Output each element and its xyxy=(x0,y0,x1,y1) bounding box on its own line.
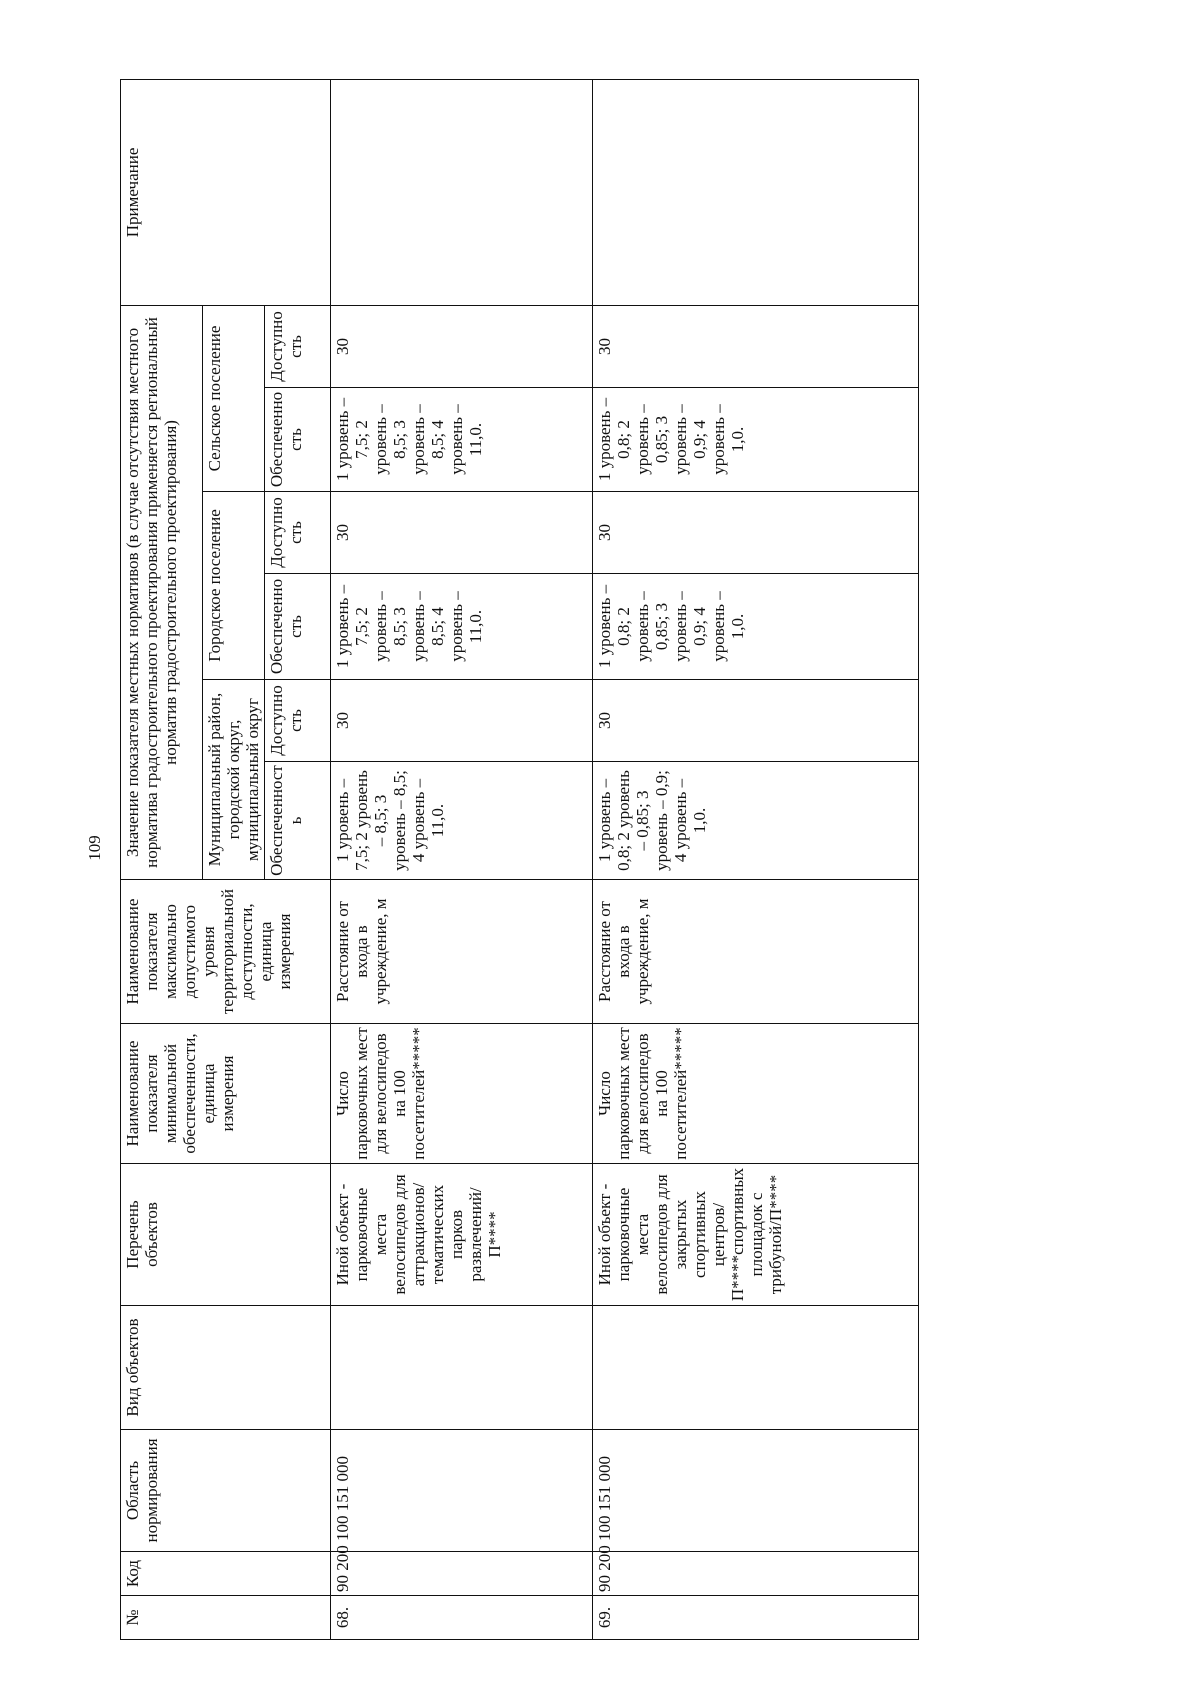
header-code: Код xyxy=(121,1552,331,1596)
header-provision-rural: Обеспеченность xyxy=(265,388,331,492)
row-provision-rural: 1 уровень – 0,8; 2 уровень – 0,85; 3 уровень – 0,9; 4 уровень – 1,0. xyxy=(593,388,919,492)
row-min-indicator: Число парковочных мест для велосипедов на 100 посетителей***** xyxy=(593,1024,919,1164)
row-provision-rural: 1 уровень – 7,5; 2 уровень – 8,5; 3 уровень – 8,5; 4 уровень – 11,0. xyxy=(331,388,593,492)
row-code: 90 200 100 151 000 xyxy=(593,1552,919,1596)
norms-table xyxy=(120,79,919,1640)
row-max-indicator: Расстояние от входа в учреждение, м xyxy=(593,880,919,1024)
row-num: 68. xyxy=(331,1596,593,1640)
page-number: 109 xyxy=(85,835,104,861)
row-provision-urban: 1 уровень – 0,8; 2 уровень – 0,85; 3 уровень – 0,9; 4 уровень – 1,0. xyxy=(593,574,919,680)
row-object-list: Иной объект - парковочные места велосипедов для аттракционов/тематических парков развлечений/П**** xyxy=(331,1164,593,1306)
row-access-municipal: 30 xyxy=(331,680,593,762)
row-provision-municipal: 1 уровень – 7,5; 2 уровень – 8,5; 3 уровень – 8,5; 4 уровень – 11,0. xyxy=(331,762,593,880)
header-provision-urban: Обеспеченность xyxy=(265,574,331,680)
header-rural: Сельское поселение xyxy=(203,305,265,491)
header-type: Вид объектов xyxy=(121,1306,331,1430)
row-num: 69. xyxy=(593,1596,919,1640)
row-object-list: Иной объект - парковочные места велосипедов для закрытых спортивных центров/П****спортивных площадок с трибуной/П**** xyxy=(593,1164,919,1306)
row-type xyxy=(331,1306,593,1430)
row-access-urban: 30 xyxy=(331,492,593,574)
header-municipal: Муниципальный район, городской округ, муниципальный округ xyxy=(203,680,265,880)
header-num: № xyxy=(121,1596,331,1640)
row-code: 90 200 100 151 000 xyxy=(331,1552,593,1596)
row-max-indicator: Расстояние от входа в учреждение, м xyxy=(331,880,593,1024)
header-urban: Городское поселение xyxy=(203,492,265,680)
row-access-rural: 30 xyxy=(331,305,593,387)
row-note xyxy=(331,79,593,305)
header-max-indicator: Наименование показателя максимально допустимого уровня территориальной доступности, единица измерения xyxy=(121,880,331,1024)
row-access-rural: 30 xyxy=(593,305,919,387)
header-access-municipal: Доступность xyxy=(265,680,331,762)
table-row xyxy=(593,79,919,1639)
header-values-group: Значение показателя местных нормативов (в случае отсутствия местного норматива градостроительного проектирования применяется региональный норматив градостроительного проектирования) xyxy=(121,305,203,879)
row-area xyxy=(331,1430,593,1552)
rotated-table-container xyxy=(120,80,920,1640)
header-provision-municipal: Обеспеченность xyxy=(265,762,331,880)
header-list: Перечень объектов xyxy=(121,1164,331,1306)
row-area xyxy=(593,1430,919,1552)
row-type xyxy=(593,1306,919,1430)
row-note xyxy=(593,79,919,305)
header-area: Область нормирования xyxy=(121,1430,331,1552)
header-access-rural: Доступность xyxy=(265,305,331,387)
row-access-urban: 30 xyxy=(593,492,919,574)
header-note: Примечание xyxy=(121,79,331,305)
row-provision-urban: 1 уровень – 7,5; 2 уровень – 8,5; 3 уровень – 8,5; 4 уровень – 11,0. xyxy=(331,574,593,680)
table-row xyxy=(331,79,593,1639)
header-min-indicator: Наименование показателя минимальной обеспеченности, единица измерения xyxy=(121,1024,331,1164)
row-min-indicator: Число парковочных мест для велосипедов на 100 посетителей***** xyxy=(331,1024,593,1164)
header-row-1 xyxy=(121,79,203,1639)
row-provision-municipal: 1 уровень – 0,8; 2 уровень – 0,85; 3 уровень – 0,9; 4 уровень – 1,0. xyxy=(593,762,919,880)
row-access-municipal: 30 xyxy=(593,680,919,762)
header-access-urban: Доступность xyxy=(265,492,331,574)
